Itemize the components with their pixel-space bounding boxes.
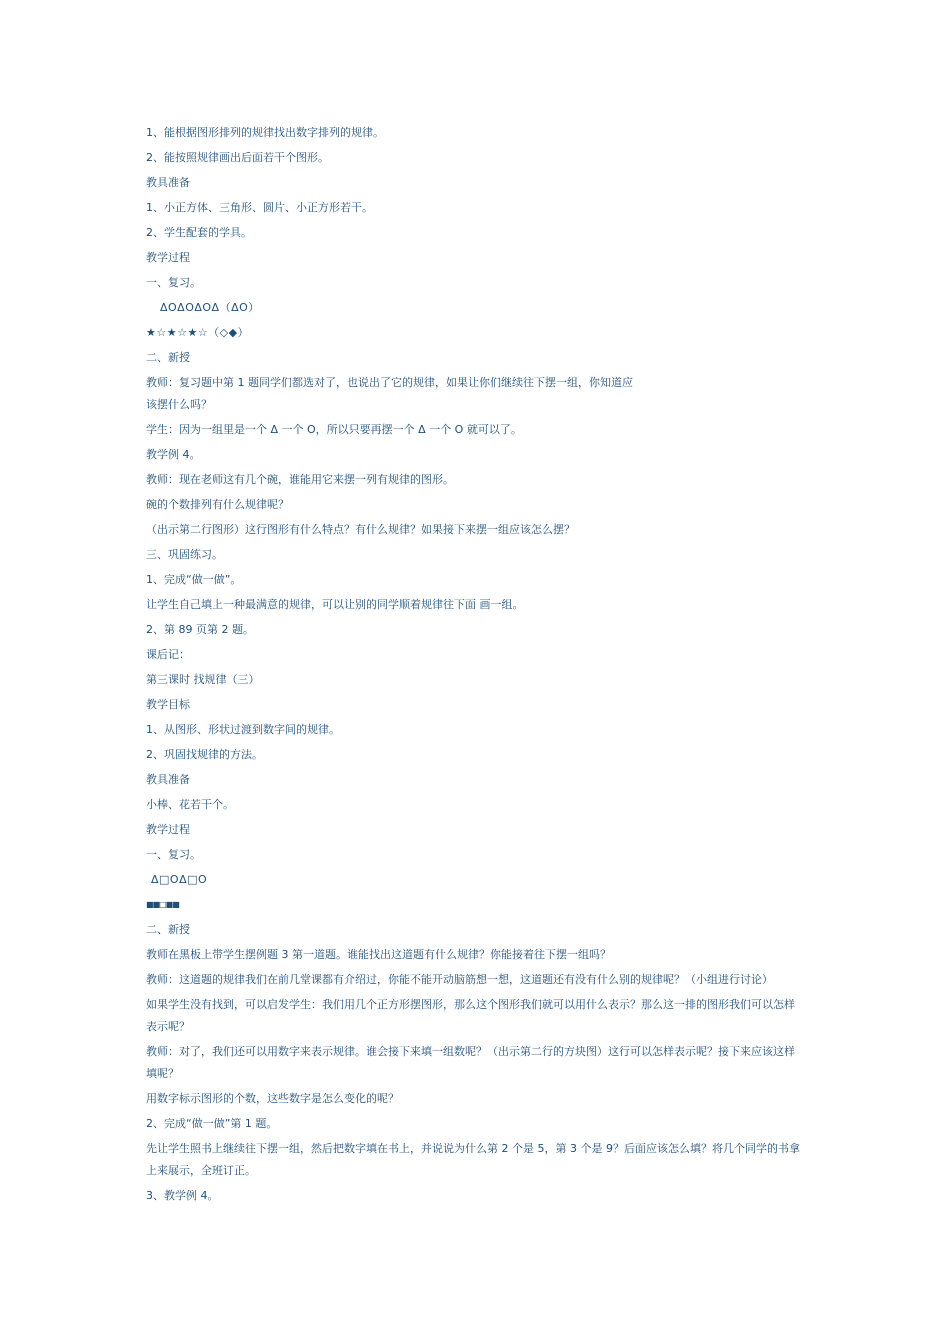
text-line: 1、小正方体、三角形、圆片、小正方形若干。: [146, 201, 373, 214]
document-page: [146, 126, 816, 1214]
text-line: 用数字标示图形的个数，这些数字是怎么变化的呢？: [146, 1092, 399, 1105]
text-line: 二、新授: [146, 923, 190, 936]
text-line: 教师在黑板上带学生摆例题 3 第一道题。谁能找出这道题有什么规律？你能接着往下摆一组吗？: [146, 948, 611, 961]
text-line: 学生：因为一组里是一个 Δ 一个 O，所以只要再摆一个 Δ 一个 O 就可以了。: [146, 423, 522, 436]
text-line: 2、学生配套的学具。: [146, 226, 252, 239]
section-heading: 教学过程: [146, 251, 190, 264]
text-line: 让学生自己填上一种最满意的规律，可以让别的同学顺着规律往下面 画一组。: [146, 598, 524, 611]
text-line: 教师：对了，我们还可以用数字来表示规律。谁会接下来填一组数呢？（出示第二行的方块图）这行可以怎样表示呢？接下来应该这样: [146, 1045, 795, 1058]
text-line: 2、完成“做一做”第 1 题。: [146, 1117, 278, 1130]
text-line: 填呢？: [146, 1067, 179, 1080]
square-sequence: ■■□■■: [146, 900, 179, 909]
text-line: 三、巩固练习。: [146, 548, 223, 561]
text-line: 一、复习。: [146, 848, 201, 861]
text-line: 碗的个数排列有什么规律呢？: [146, 498, 289, 511]
text-line: 先让学生照书上继续往下摆一组，然后把数字填在书上，并说说为什么第 2 个是 5，第 3 个是 9？后面应该怎么填？将几个同学的书拿: [146, 1142, 800, 1155]
text-line: 二、新授: [146, 351, 190, 364]
text-line: 课后记：: [146, 648, 190, 661]
text-line: 1、能根据图形排列的规律找出数字排列的规律。: [146, 126, 384, 139]
text-line: 教师：复习题中第 1 题同学们都选对了，也说出了它的规律，如果让你们继续往下摆一组，你知道应: [146, 376, 633, 389]
text-line: 表示呢？: [146, 1020, 190, 1033]
text-line: 上来展示，全班订正。: [146, 1164, 256, 1177]
text-line: 2、能按照规律画出后面若干个图形。: [146, 151, 329, 164]
section-heading: 教具准备: [146, 773, 190, 786]
text-line: 1、完成“做一做”。: [146, 573, 242, 586]
text-line: 该摆什么吗？: [146, 398, 212, 411]
section-heading: 教具准备: [146, 176, 190, 189]
shape-sequence: ΔOΔOΔOΔ（ΔO）: [160, 301, 260, 314]
text-line: 小棒、花若干个。: [146, 798, 234, 811]
text-line: （出示第二行图形）这行图形有什么特点？有什么规律？如果接下来摆一组应该怎么摆？: [146, 523, 575, 536]
text-line: 3、教学例 4。: [146, 1189, 219, 1202]
text-line: 1、从图形、形状过渡到数字间的规律。: [146, 723, 340, 736]
section-heading: 教学过程: [146, 823, 190, 836]
lesson-title: 第三课时 找规律（三）: [146, 673, 260, 686]
star-sequence: ★☆★☆★☆（◇◆）: [146, 326, 250, 339]
text-line: 教师：这道题的规律我们在前几堂课都有介绍过，你能不能开动脑筋想一想，这道题还有没有什么别的规律呢？（小组进行讨论）: [146, 973, 773, 986]
text-line: 教师：现在老师这有几个碗，谁能用它来摆一列有规律的图形。: [146, 473, 454, 486]
shape-sequence: Δ□OΔ□O: [151, 873, 208, 886]
text-line: 教学例 4。: [146, 448, 201, 461]
text-line: 2、巩固找规律的方法。: [146, 748, 263, 761]
text-line: 如果学生没有找到，可以启发学生：我们用几个正方形摆图形，那么这个图形我们就可以用什么表示？那么这一排的图形我们可以怎样: [146, 998, 795, 1011]
section-heading: 教学目标: [146, 698, 190, 711]
text-line: 一、复习。: [146, 276, 201, 289]
text-line: 2、第 89 页第 2 题。: [146, 623, 254, 636]
